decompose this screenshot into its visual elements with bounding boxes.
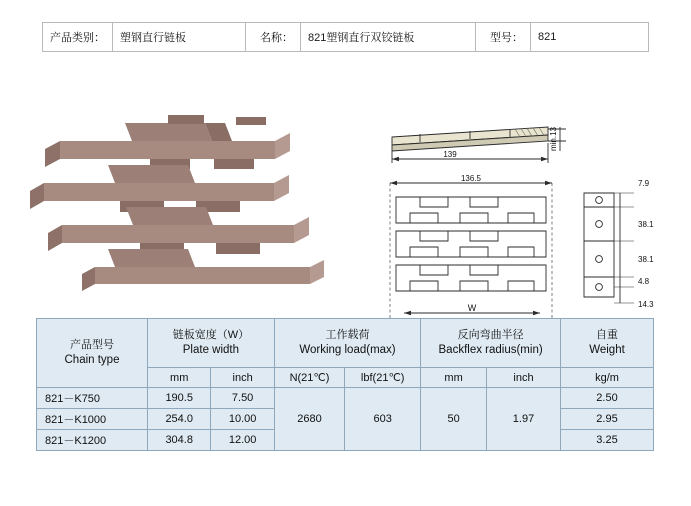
row1-mm: 254.0: [148, 409, 211, 430]
subheader-backflex-inch: inch: [487, 368, 561, 388]
header-chain-type-cn: 产品型号: [70, 338, 114, 351]
row2-weight: 3.25: [561, 430, 654, 451]
subheader-lbf: lbf(21℃): [345, 368, 421, 388]
header-weight-cn: 自重: [596, 328, 618, 341]
row1-type: 821－K1000: [37, 409, 148, 430]
subheader-mm: mm: [148, 368, 211, 388]
dim-front-w-label: W: [467, 303, 477, 313]
side-view: [584, 193, 634, 303]
header-plate-width-en: Plate width: [182, 343, 240, 356]
dim-side-4: 14.3: [638, 300, 654, 309]
subheader-newton: N(21℃): [274, 368, 344, 388]
dim-top-thickness: min.13: [549, 126, 558, 152]
working-load-lbf: 603: [345, 388, 421, 451]
row2-mm: 304.8: [148, 430, 211, 451]
row1-inch: 10.00: [211, 409, 274, 430]
technical-drawing: [390, 127, 634, 323]
row0-type: 821－K750: [37, 388, 148, 409]
dim-top-width: 139: [443, 150, 457, 159]
name-value: 821塑钢直行双铰链板: [300, 23, 476, 51]
product-info-bar: [42, 22, 649, 52]
header-weight-en: Weight: [589, 343, 625, 356]
specification-table: [36, 318, 654, 451]
model-label: 型号：: [490, 32, 523, 44]
category-value: 塑钢直行链板: [112, 23, 246, 51]
backflex-mm: 50: [421, 388, 487, 451]
header-chain-type: [37, 319, 148, 388]
dim-side-0: 7.9: [638, 179, 650, 188]
row0-mm: 190.5: [148, 388, 211, 409]
table-row: [37, 388, 654, 409]
subheader-inch: inch: [211, 368, 274, 388]
header-backflex-en: Backflex radius(min): [438, 343, 543, 356]
header-plate-width: [148, 319, 275, 368]
header-backflex-cn: 反向弯曲半径: [457, 328, 524, 341]
row0-inch: 7.50: [211, 388, 274, 409]
dim-side-1: 38.1: [638, 220, 654, 229]
header-chain-type-en: Chain type: [64, 353, 120, 366]
backflex-inch: 1.97: [487, 388, 561, 451]
row1-weight: 2.95: [561, 409, 654, 430]
header-working-load-cn: 工作载荷: [325, 328, 370, 341]
dim-side-2: 38.1: [638, 255, 654, 264]
dim-front-width: 136.5: [460, 174, 482, 183]
subheader-backflex-mm: mm: [421, 368, 487, 388]
subheader-kgm: kg/m: [561, 368, 654, 388]
header-working-load-en: Working load(max): [299, 343, 396, 356]
working-load-n: 2680: [274, 388, 344, 451]
header-plate-width-cn: 链板宽度（W）: [172, 328, 250, 341]
plan-view: [390, 181, 552, 323]
row2-inch: 12.00: [211, 430, 274, 451]
row2-type: 821－K1200: [37, 430, 148, 451]
table-header-row: [37, 319, 654, 368]
header-working-load: [274, 319, 420, 368]
header-backflex-radius: [421, 319, 561, 368]
name-label: 名称：: [260, 32, 293, 44]
row0-weight: 2.50: [561, 388, 654, 409]
top-view: [392, 127, 566, 163]
header-weight: [561, 319, 654, 368]
dim-side-3: 4.8: [638, 277, 650, 286]
model-value: 821: [530, 23, 648, 51]
chain-3d-illustration: [30, 115, 324, 291]
product-drawing: [0, 55, 691, 313]
category-label: 产品类别：: [50, 32, 105, 44]
